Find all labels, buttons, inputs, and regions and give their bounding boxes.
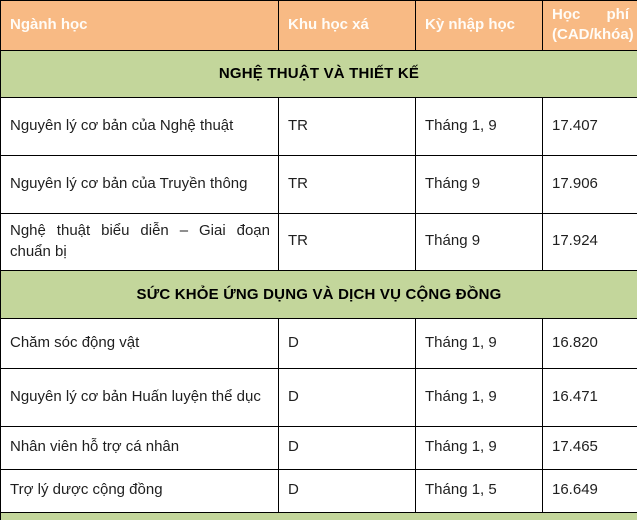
table-row [1,213,637,270]
intake-cell: Tháng 9 [416,155,543,213]
table-row [1,318,637,368]
fee-cell: 16.471 [543,368,637,426]
campus-cell: TR [279,213,416,270]
fee-cell: 17.465 [543,426,637,469]
campus-cell: D [279,426,416,469]
fee-cell: 16.649 [543,469,637,512]
section-header-row [1,270,637,318]
campus-cell: TR [279,155,416,213]
program-name-cell: Nhân viên hỗ trợ cá nhân [1,426,279,469]
campus-cell: TR [279,97,416,155]
table-row [1,155,637,213]
table-row [1,368,637,426]
intake-cell: Tháng 9 [416,213,543,270]
intake-cell: Tháng 1, 5 [416,469,543,512]
fee-cell: 17.906 [543,155,637,213]
column-header-fee [543,1,637,51]
section-title-applied-health: SỨC KHỎE ỨNG DỤNG VÀ DỊCH VỤ CỘNG ĐỒNG [1,270,637,318]
fee-cell: 16.820 [543,318,637,368]
program-name-cell: Nguyên lý cơ bản Huấn luyện thể dục [1,368,279,426]
program-name-cell: Trợ lý dược cộng đồng [1,469,279,512]
column-header-fee-line2: (CAD/khóa) [552,26,634,44]
section-title-arts-design: NGHỆ THUẬT VÀ THIẾT KẾ [1,50,637,97]
intake-cell: Tháng 1, 9 [416,318,543,368]
table-row [1,97,637,155]
table-row [1,426,637,469]
section-title-partial [1,512,637,520]
section-header-row [1,50,637,97]
column-header-program: Ngành học [1,1,279,51]
campus-cell: D [279,318,416,368]
fee-cell: 17.924 [543,213,637,270]
program-name-cell: Nghệ thuật biểu diễn – Giai đoạn chuẩn bị [1,213,279,270]
fee-cell: 17.407 [543,97,637,155]
intake-cell: Tháng 1, 9 [416,368,543,426]
section-header-row-partial [1,512,637,520]
table-row [1,469,637,512]
campus-cell: D [279,368,416,426]
intake-cell: Tháng 1, 9 [416,97,543,155]
table-header-row [1,1,637,51]
program-name-cell: Nguyên lý cơ bản của Truyền thông [1,155,279,213]
campus-cell: D [279,469,416,512]
column-header-campus: Khu học xá [279,1,416,51]
column-header-intake: Kỳ nhập học [416,1,543,51]
intake-cell: Tháng 1, 9 [416,426,543,469]
program-name-cell: Chăm sóc động vật [1,318,279,368]
column-header-fee-line1: Học phí [552,6,629,23]
program-name-cell: Nguyên lý cơ bản của Nghệ thuật [1,97,279,155]
